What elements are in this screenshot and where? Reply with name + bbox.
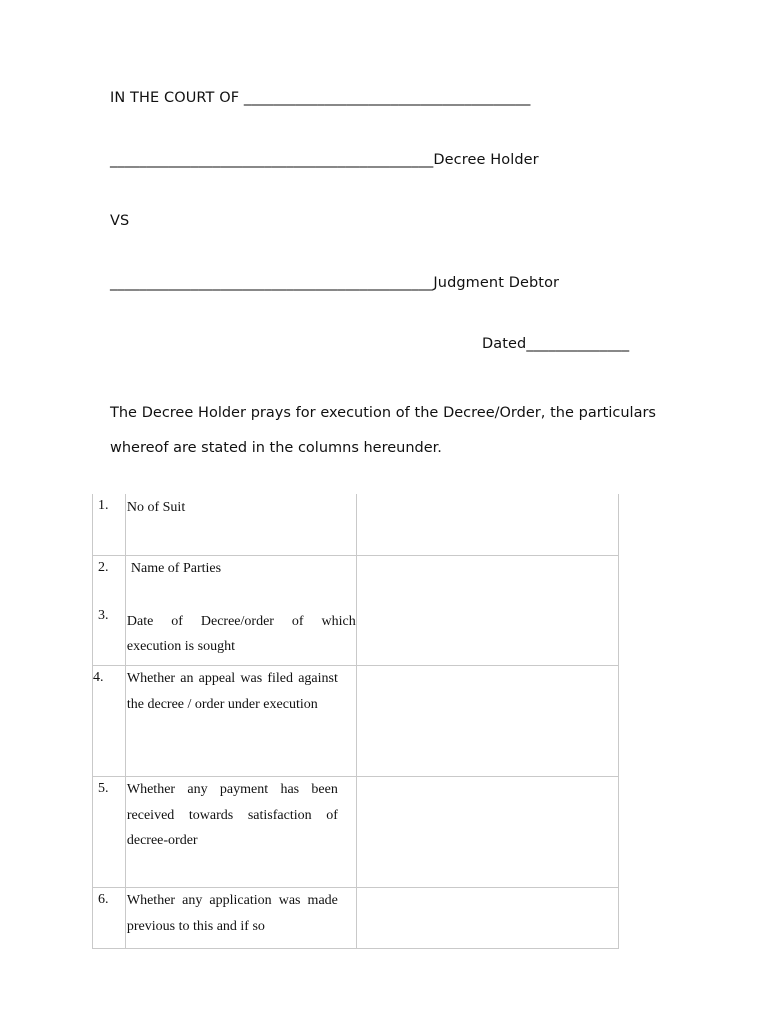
row-label [125,888,356,949]
particulars-table [92,494,619,949]
row-number-text: 6. [98,892,109,907]
table-row [93,494,619,556]
intro-paragraph: The Decree Holder prays for execution of the Decree/Order, the particulars whereof are stated in the columns hereunder. [110,405,656,456]
row-number-text: 1. [98,498,109,513]
row-number-text: 2. [98,560,109,575]
row-label-text: Whether any application was made previous to this and if so [126,893,338,934]
table-row [93,777,619,888]
row-number [93,666,126,777]
versus-label: VS [110,213,130,229]
row-number [93,494,126,556]
table-row [93,556,619,666]
row-label-text: Whether an appeal was filed against the decree / order under execution [126,671,338,712]
row-label-text: Name of Parties [130,561,222,576]
decree-holder-line: ____________________________________________Decree Holder [110,152,539,168]
row-number [93,556,126,666]
judgment-debtor-line: ____________________________________________Judgment Debtor [110,275,560,291]
row-number-text: 4. [93,670,104,685]
court-line: IN THE COURT OF _______________________________________ [110,90,531,106]
row-label-text: No of Suit [126,500,186,515]
row-label [125,777,356,888]
row-label-text: Whether any payment has been received towards satisfaction of decree-order [126,782,338,848]
row-value-cell [356,777,618,888]
row-number [93,888,126,949]
row-value-cell [356,888,618,949]
row-label [125,666,356,777]
row-label-text: Date of Decree/order of which execution is sought [126,613,356,654]
table-row [93,888,619,949]
row-value-cell [356,556,618,666]
dated-line: Dated______________ [482,336,630,352]
row-label [125,494,356,556]
row-number-text: 3. [98,608,109,623]
row-value-cell [356,494,618,556]
row-number-text: 5. [98,781,109,796]
row-label [125,556,356,666]
row-value-cell [356,666,618,777]
row-number [93,777,126,888]
table-row [93,666,619,777]
